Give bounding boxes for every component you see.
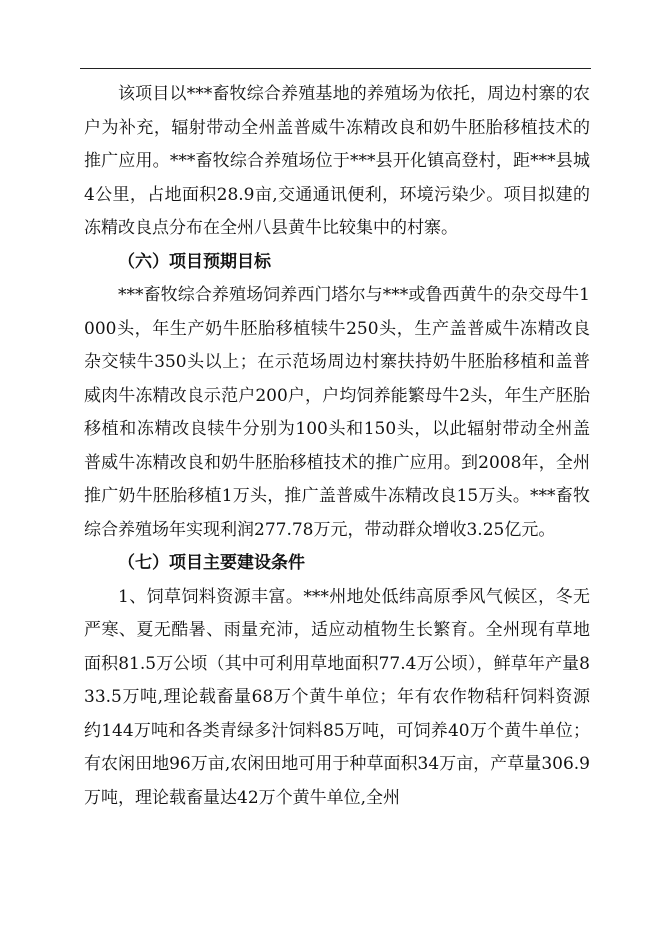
section-heading-expected-goals: （六）项目预期目标 xyxy=(118,251,271,272)
header-rule xyxy=(80,68,591,69)
paragraph-feed-resources: 1、饲草饲料资源丰富。***州地处低纬高原季风气候区，冬无严寒、夏无酷暑、雨量充沛，适应动植物生长繁育。全州现有草地面积81.5万公顷（其中可利用草地面积77.4万公顷），鲜草年产量833.5万吨,理论载畜量68万个黄牛单位；年有农作物秸秆饲料资源约144万吨和各类青绿多汁饲料85万吨，可饲养40万个黄牛单位；有农闲田地96万亩,农闲田地可用于种草面积34万亩，产草量306.9万吨，理论载畜量达42万个黄牛单位,全州 xyxy=(84,586,590,808)
section-heading-construction-conditions: （七）项目主要建设条件 xyxy=(118,553,305,573)
document-body xyxy=(84,78,590,815)
paragraph-expected-goals: ***畜牧综合养殖场饲养西门塔尔与***或鲁西黄牛的杂交母牛1000头，年生产奶牛胚胎移植犊牛250头，生产盖普威牛冻精改良杂交犊牛350头以上；在示范场周边村寨扶持奶牛胚胎移植和盖普威肉牛冻精改良示范户200户，户均饲养能繁母牛2头，年生产胚胎移植和冻精改良犊牛分别为100头和150头，以此辐射带动全州盖普威牛冻精改良和奶牛胚胎移植技术的推广应用。到2008年，全州推广奶牛胚胎移植1万头，推广盖普威牛冻精改良15万头。***畜牧综合养殖场年实现利润277.78万元，带动群众增收3.25亿元。 xyxy=(84,285,590,540)
paragraph-project-basis: 该项目以***畜牧综合养殖基地的养殖场为依托，周边村寨的农户为补充，辐射带动全州盖普威牛冻精改良和奶牛胚胎移植技术的推广应用。***畜牧综合养殖场位于***县开化镇高登村，距***县城4公里，占地面积28.9亩,交通通讯便利，环境污染少。项目拟建的冻精改良点分布在全州八县黄牛比较集中的村寨。 xyxy=(84,84,590,238)
